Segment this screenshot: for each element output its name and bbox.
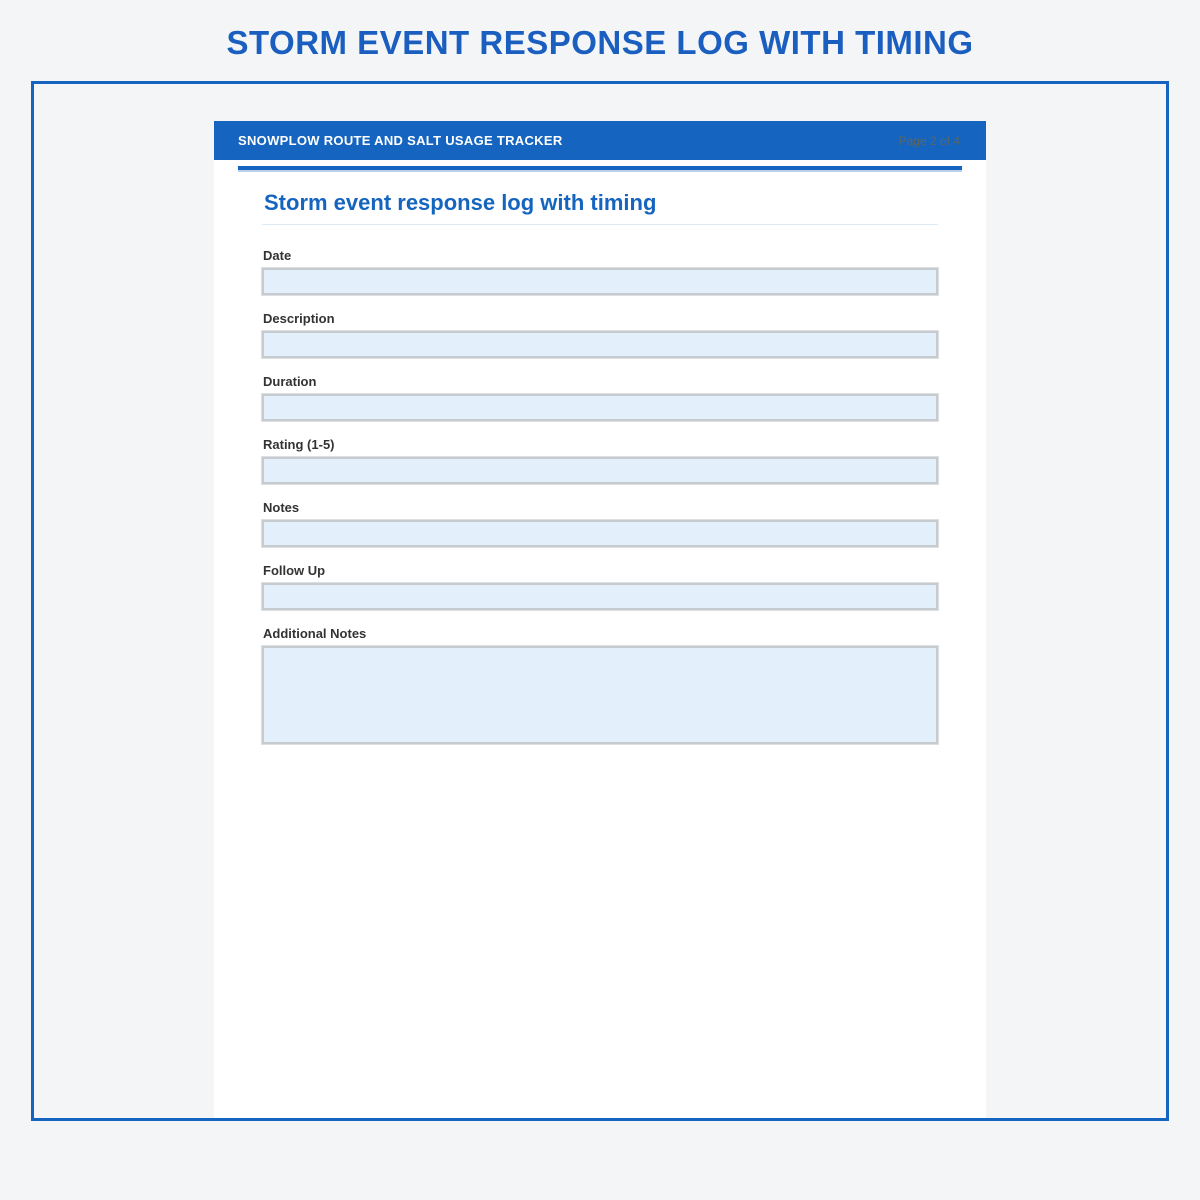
section-title: Storm event response log with timing bbox=[264, 190, 657, 215]
field-group-rating-1-5 bbox=[262, 437, 938, 484]
description-input[interactable] bbox=[262, 331, 938, 358]
form-fields bbox=[262, 248, 938, 744]
field-group-additional-notes bbox=[262, 626, 938, 744]
field-label-follow-up: Follow Up bbox=[263, 563, 326, 578]
follow-up-input[interactable] bbox=[262, 583, 938, 610]
field-label-rating-1-5: Rating (1-5) bbox=[263, 437, 335, 452]
outer-frame bbox=[31, 81, 1169, 1121]
duration-input[interactable] bbox=[262, 394, 938, 421]
field-group-notes bbox=[262, 500, 938, 547]
field-group-description bbox=[262, 311, 938, 358]
field-label-notes: Notes bbox=[263, 500, 300, 515]
document-content bbox=[214, 170, 986, 744]
page-indicator: Page 2 of 4 bbox=[898, 133, 960, 148]
field-label-duration: Duration bbox=[263, 374, 317, 389]
field-group-duration bbox=[262, 374, 938, 421]
date-input[interactable] bbox=[262, 268, 938, 295]
rating-1-5-input[interactable] bbox=[262, 457, 938, 484]
field-group-date bbox=[262, 248, 938, 295]
field-label-description: Description bbox=[263, 311, 335, 326]
document-page bbox=[214, 121, 986, 1118]
page-title: STORM EVENT RESPONSE LOG WITH TIMING bbox=[226, 24, 974, 61]
notes-input[interactable] bbox=[262, 520, 938, 547]
document-header-title: SNOWPLOW ROUTE AND SALT USAGE TRACKER bbox=[238, 133, 563, 148]
field-group-follow-up bbox=[262, 563, 938, 610]
additional-notes-input[interactable] bbox=[262, 646, 938, 744]
field-label-date: Date bbox=[263, 248, 292, 263]
section-divider bbox=[262, 224, 938, 225]
field-label-additional-notes: Additional Notes bbox=[263, 626, 367, 641]
document-header bbox=[214, 121, 986, 160]
